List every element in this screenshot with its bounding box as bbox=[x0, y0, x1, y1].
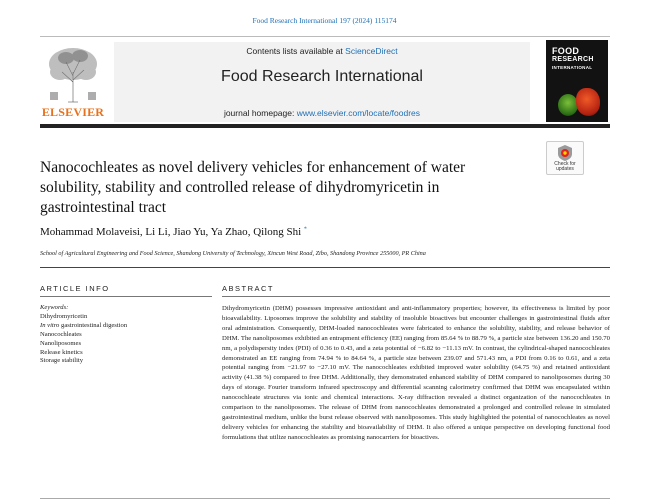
abstract-text: Dihydromyricetin (DHM) possesses impressive antioxidant and anti-inflammatory properties; however, its effectiveness is limited by poor bioavailability. Liposomes improve the solubility and stability of insoluble bioactives but encounter challenges in gastrointestinal fluids after oral administration. Consequently, DHM-loaded nanocochleates were fabricated to enhance the solubility, stability, and release behavior of DHM. The nanoliposomes exhibited an entrapment efficiency (EE) ranging from 85.64 % to 88.79 %, a particle size between 136.20 and 150.70 nm, a polydispersity index (PDI) of 0.36 to 0.43, and a zeta potential of −6.82 to −11.13 mV. In contrast, the cylindrical-shaped nanocochleates demonstrated an EE ranging from 74.94 % to 84.64 %, a particle size between 239.07 and 571.43 nm, a PDI from 0.16 to 0.61, and a zeta potential ranging from −21.97 to −27.10 mV. The nanocochleates exhibited improved water solubility (64.75 %) and retained antioxidant activity (41.38 %) compared to free DHM. Additionally, they demonstrated enhanced stability of DHM compared to nanoliposomes during 30 days of storage. Fourier transform infrared spectroscopy and differential scanning calorimetry confirmed that DHM was encapsulated within nanocochleate structures via ionic and chemical interactions. X-ray diffraction revealed a distinct organization of the nanocochleates in comparison to the nanoliposomes. The release of DHM from nanocochleates demonstrated a prolonged and controlled release in simulated gastrointestinal medium, unlike the burst release observed with nanoliposomes. This study highlighted the potential of nanocochleates as novel delivery vehicles for enhancing the stability and bioavailability of DHM. It also offered a unique perspective on developing functional food formulations that utilize nanocochleates as promising nanocarriers for bioactives. bbox=[222, 305, 610, 441]
keyword-item: In vitro gastrointestinal digestion bbox=[40, 321, 128, 329]
corresponding-author-mark[interactable]: * bbox=[303, 226, 307, 233]
cover-red-fruit-icon bbox=[576, 88, 600, 116]
keywords-block bbox=[40, 304, 212, 366]
author-name[interactable]: Qilong Shi bbox=[253, 226, 302, 238]
citation-line bbox=[0, 16, 649, 25]
sciencedirect-link[interactable]: ScienceDirect bbox=[345, 46, 398, 56]
article-info-heading: ARTICLE INFO bbox=[40, 284, 110, 293]
elsevier-logo[interactable] bbox=[40, 42, 106, 120]
author-list: Mohammad Molaveisi, Li Li, Jiao Yu, Ya Zhao, Qilong Shi * bbox=[40, 226, 307, 238]
elsevier-tree-icon bbox=[40, 42, 106, 104]
contents-available: Contents lists available at ScienceDirect bbox=[246, 46, 398, 56]
keyword-item: Nanoliposomes bbox=[40, 339, 82, 347]
check-for-updates-button[interactable] bbox=[546, 141, 584, 175]
author-name[interactable]: Ya Zhao bbox=[210, 226, 248, 238]
check-updates-icon bbox=[558, 145, 572, 161]
journal-cover[interactable] bbox=[546, 40, 608, 122]
author-name[interactable]: Jiao Yu bbox=[173, 226, 206, 238]
cover-title-line2: RESEARCH bbox=[552, 56, 594, 63]
abstract-rule bbox=[222, 296, 610, 297]
article-info-rule bbox=[40, 296, 212, 297]
keyword-item: Release kinetics bbox=[40, 348, 83, 356]
page-bottom-rule bbox=[40, 498, 610, 499]
header-divider bbox=[40, 124, 610, 128]
keywords-label: Keywords: bbox=[40, 304, 69, 311]
elsevier-wordmark: ELSEVIER bbox=[41, 105, 105, 119]
affiliation: School of Agricultural Engineering and Food Science, Shandong University of Technology, Xincun West Road, Zibo, Shandong Province 255000, PR China bbox=[40, 250, 426, 257]
check-updates-line2: updates bbox=[556, 166, 574, 172]
cover-title-line3: INTERNATIONAL bbox=[552, 65, 593, 70]
abstract-heading: ABSTRACT bbox=[222, 284, 275, 293]
author-name[interactable]: Li Li bbox=[145, 226, 168, 238]
keyword-item: Dihydromyricetin bbox=[40, 312, 88, 320]
keyword-item: Nanocochleates bbox=[40, 330, 82, 338]
section-divider bbox=[40, 267, 610, 268]
cover-green-fruit-icon bbox=[558, 94, 578, 116]
journal-homepage: journal homepage: www.elsevier.com/locate/foodres bbox=[223, 108, 421, 118]
homepage-link[interactable]: www.elsevier.com/locate/foodres bbox=[296, 108, 421, 118]
journal-title: Food Research International bbox=[221, 68, 423, 85]
keyword-item: Storage stability bbox=[40, 357, 84, 365]
citation-journal-link[interactable]: Food Research International 197 (2024) 115174 bbox=[252, 16, 397, 25]
cover-title-line1: FOOD bbox=[552, 46, 580, 56]
author-name[interactable]: Mohammad Molaveisi bbox=[40, 226, 140, 238]
check-updates-line1: Check for bbox=[554, 161, 576, 167]
article-title: Nanocochleates as novel delivery vehicles for enhancement of water solubility, stability and controlled release of dihydromyricetin in gastrointestinal tract bbox=[40, 159, 466, 216]
